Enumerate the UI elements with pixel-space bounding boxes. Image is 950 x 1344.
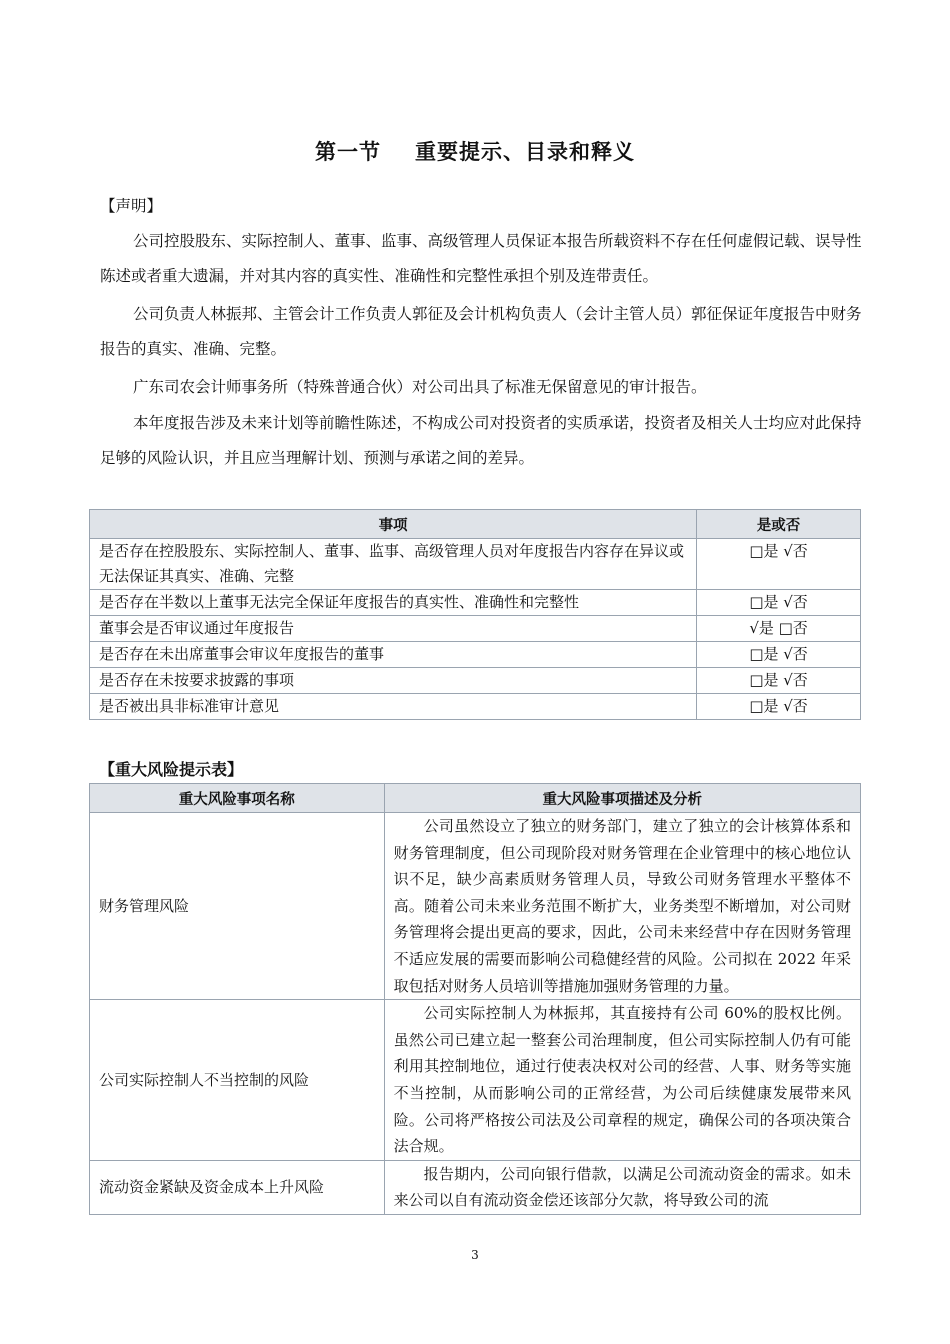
table-row: [90, 642, 861, 668]
table-row: [90, 1160, 861, 1214]
risk-description: 报告期内，公司向银行借款，以满足公司流动资金的需求。如未来公司以自有流动资金偿还该部分欠款，将导致公司的流: [384, 1160, 860, 1214]
statement-paragraph-1: 公司控股股东、实际控制人、董事、监事、高级管理人员保证本报告所载资料不存在任何虚假记载、误导性陈述或者重大遗漏，并对其内容的真实性、准确性和完整性承担个别及连带责任。: [100, 232, 862, 285]
risk-description: 公司虽然设立了独立的财务部门，建立了独立的会计核算体系和财务管理制度，但公司现阶段对财务管理在企业管理中的核心地位认识不足，缺少高素质财务管理人员，导致公司财务管理水平整体不高。随着公司未来业务范围不断扩大，业务类型不断增加，对公司财务管理将会提出更高的要求，因此，公司未来经营中存在因财务管理不适应发展的需要而影响公司稳健经营的风险。公司拟在 2022 年采取包括对财务人员培训等措施加强财务管理的力量。: [384, 813, 860, 1000]
table-row: [90, 813, 861, 1000]
risk-header-name: 重大风险事项名称: [90, 784, 385, 813]
page-number: 3: [471, 1248, 479, 1262]
risk-table-header: [90, 784, 861, 813]
matters-table-header: [90, 510, 861, 539]
matter-answer: □是 √否: [697, 539, 861, 590]
matter-item: 是否被出具非标准审计意见: [90, 694, 697, 720]
statement-paragraph-2: 公司负责人林振邦、主管会计工作负责人郭征及会计机构负责人（会计主管人员）郭征保证年度报告中财务报告的真实、准确、完整。: [100, 305, 862, 358]
table-row: [90, 668, 861, 694]
risk-table-label: 【重大风险提示表】: [99, 760, 244, 779]
risk-table: [89, 783, 861, 1215]
risk-description: 公司实际控制人为林振邦，其直接持有公司 60%的股权比例。虽然公司已建立起一整套公司治理制度，但公司实际控制人仍有可能利用其控制地位，通过行使表决权对公司的经营、人事、财务等实施不当控制，从而影响公司的正常经营，为公司后续健康发展带来风险。公司将严格按公司法及公司章程的规定，确保公司的各项决策合法合规。: [384, 1000, 860, 1161]
table-row: [90, 590, 861, 616]
risk-header-desc: 重大风险事项描述及分析: [384, 784, 860, 813]
risk-name: 流动资金紧缺及资金成本上升风险: [90, 1160, 385, 1214]
section-number: 第一节: [315, 140, 381, 164]
risk-name: 财务管理风险: [90, 813, 385, 1000]
section-title: [0, 136, 950, 166]
table-row: [90, 1000, 861, 1161]
matter-answer: □是 √否: [697, 642, 861, 668]
matter-item: 是否存在半数以上董事无法完全保证年度报告的真实性、准确性和完整性: [90, 590, 697, 616]
statement-label: 【声明】: [100, 197, 163, 215]
matter-item: 董事会是否审议通过年度报告: [90, 616, 697, 642]
table-row: [90, 539, 861, 590]
matters-header-item: 事项: [90, 510, 697, 539]
matters-header-answer: 是或否: [697, 510, 861, 539]
matters-table: [89, 509, 861, 720]
risk-name: 公司实际控制人不当控制的风险: [90, 1000, 385, 1161]
matter-answer: □是 √否: [697, 694, 861, 720]
matter-item: 是否存在未出席董事会审议年度报告的董事: [90, 642, 697, 668]
table-row: [90, 694, 861, 720]
matter-answer: □是 √否: [697, 668, 861, 694]
matter-item: 是否存在未按要求披露的事项: [90, 668, 697, 694]
matter-answer: √是 □否: [697, 616, 861, 642]
table-row: [90, 616, 861, 642]
section-name: 重要提示、目录和释义: [415, 140, 635, 164]
matter-item: 是否存在控股股东、实际控制人、董事、监事、高级管理人员对年度报告内容存在异议或无法保证其真实、准确、完整: [90, 539, 697, 590]
statement-paragraph-4: 本年度报告涉及未来计划等前瞻性陈述，不构成公司对投资者的实质承诺，投资者及相关人士均应对此保持足够的风险认识，并且应当理解计划、预测与承诺之间的差异。: [100, 414, 862, 467]
statement-paragraph-3: 广东司农会计师事务所（特殊普通合伙）对公司出具了标准无保留意见的审计报告。: [133, 378, 707, 396]
matter-answer: □是 √否: [697, 590, 861, 616]
